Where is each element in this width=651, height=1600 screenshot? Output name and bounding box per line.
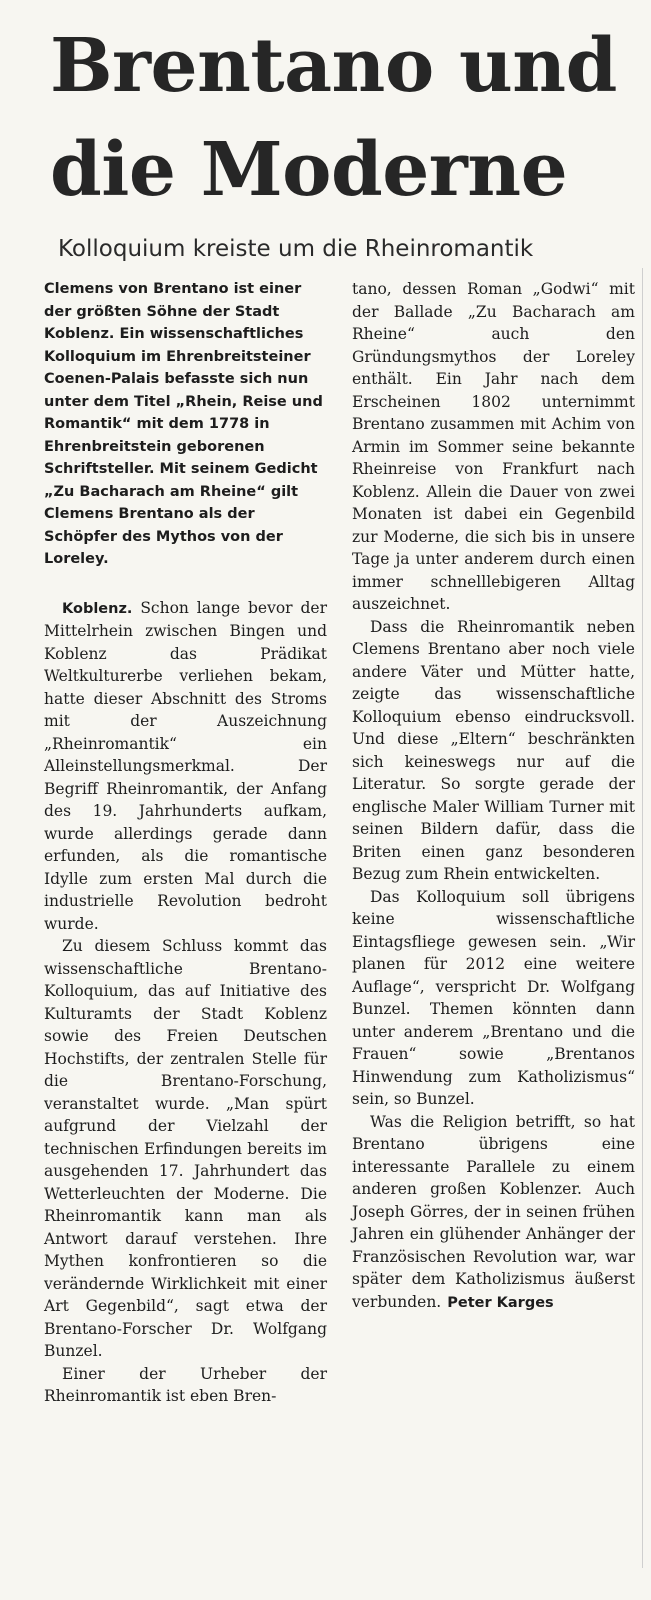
paragraph-3-continued: tano, dessen Roman „Godwi“ mit der Ballade „Zu Bacharach am Rheine“ auch den Gründungsmythos der Loreley enthält. Ein Jahr nach dem Erscheinen 1802 unternimmt Brentano zusammen mit Achim von Armin im Sommer seine bekannte Rheinreise von Frankfurt nach Koblenz. Allein die Dauer von zwei Monaten ist dabei ein Gegenbild zur Moderne, die sich bis in unsere Tage ja unter anderem durch einen immer schnelllebigeren Alltag auszeichnet.: [352, 280, 635, 613]
paragraph-2: Zu diesem Schluss kommt das wissenschaftliche Brentano-Kolloquium, das auf Initiative des Kulturamts der Stadt Koblenz sowie des Freien Deutschen Hochstifts, der zentralen Stelle für die Brentano-Forschung, veranstaltet wurde. „Man spürt aufgrund der Vielzahl der technischen Erfindungen bereits im ausgehenden 17. Jahrhundert das Wetterleuchten der Moderne. Die Rheinromantik kann man als Antwort darauf verstehen. Ihre Mythen konfrontieren so die verändernde Wirklichkeit mit einer Art Gegenbild“, sagt etwa der Brentano-Forscher Dr. Wolfgang Bunzel.: [44, 937, 327, 1360]
article-headline: [44, 14, 641, 222]
column-right: [352, 278, 635, 1408]
paragraph-4: Dass die Rheinromantik neben Clemens Brentano aber noch viele andere Väter und Mütter hatte, zeigte das wissenschaftliche Kolloquium ebenso eindrucksvoll. Und diese „Eltern“ beschränkten sich keineswegs nur auf die Literatur. So sorgte gerade der englische Maler William Turner mit seinen Bildern dafür, dass die Briten einen ganz besonderen Bezug zum Rhein entwickelten.: [352, 617, 635, 883]
column-left: [44, 278, 327, 1408]
article-subheadline: Kolloquium kreiste um die Rheinromantik: [58, 236, 534, 262]
paragraph-3-start: Einer der Urheber der Rheinromantik ist eben Bren-: [44, 1364, 327, 1405]
paragraph-6-text: Was die Religion betrifft, so hat Brentano übrigens eine interessante Parallele zu einem anderen großen Koblenzer. Auch Joseph Görres, der in seinen frühen Jahren ein glühender Anhänger der Französischen Revolution war, war später dem Katholizismus äußerst verbunden.: [352, 1112, 635, 1311]
headline-line-1: Brentano und: [50, 23, 617, 109]
byline: Peter Karges: [447, 1294, 554, 1311]
article-intro: Clemens von Brentano ist einer der größten Söhne der Stadt Koblenz. Ein wissenschaftliches Kolloquium im Ehrenbreitsteiner Coenen-Palais befasste sich nun unter dem Titel „Rhein, Reise und Romantik“ mit dem 1778 in Ehrenbreitstein geborenen Schriftsteller. Mit seinem Gedicht „Zu Bacharach am Rheine“ gilt Clemens Brentano als der Schöpfer des Mythos von der Loreley.: [44, 281, 323, 567]
paragraph-6: [352, 1111, 635, 1315]
paragraph-1: [44, 597, 327, 936]
paragraph-1-text: Schon lange bevor der Mittelrhein zwischen Bingen und Koblenz das Prädikat Weltkulturerbe verliehen bekam, hatte dieser Abschnitt des Stroms mit der Auszeichnung „Rheinromantik“ ein Alleinstellungsmerkmal. Der Begriff Rheinromantik, der Anfang des 19. Jahrhunderts aufkam, wurde allerdings gerade dann erfunden, als die romantische Idylle zum ersten Mal durch die industrielle Revolution bedroht wurde.: [44, 598, 327, 933]
headline-line-2: die Moderne: [50, 127, 568, 213]
article-columns: [44, 278, 635, 1408]
page-edge-divider: [642, 268, 643, 1568]
paragraph-5: Das Kolloquium soll übrigens keine wissenschaftliche Eintagsfliege gewesen sein. „Wir planen für 2012 eine weitere Auflage“, verspricht Dr. Wolfgang Bunzel. Themen könnten dann unter anderem „Brentano und die Frauen“ sowie „Brentanos Hinwendung zum Katholizismus“ sein, so Bunzel.: [352, 887, 635, 1108]
dateline: Koblenz.: [62, 600, 133, 617]
